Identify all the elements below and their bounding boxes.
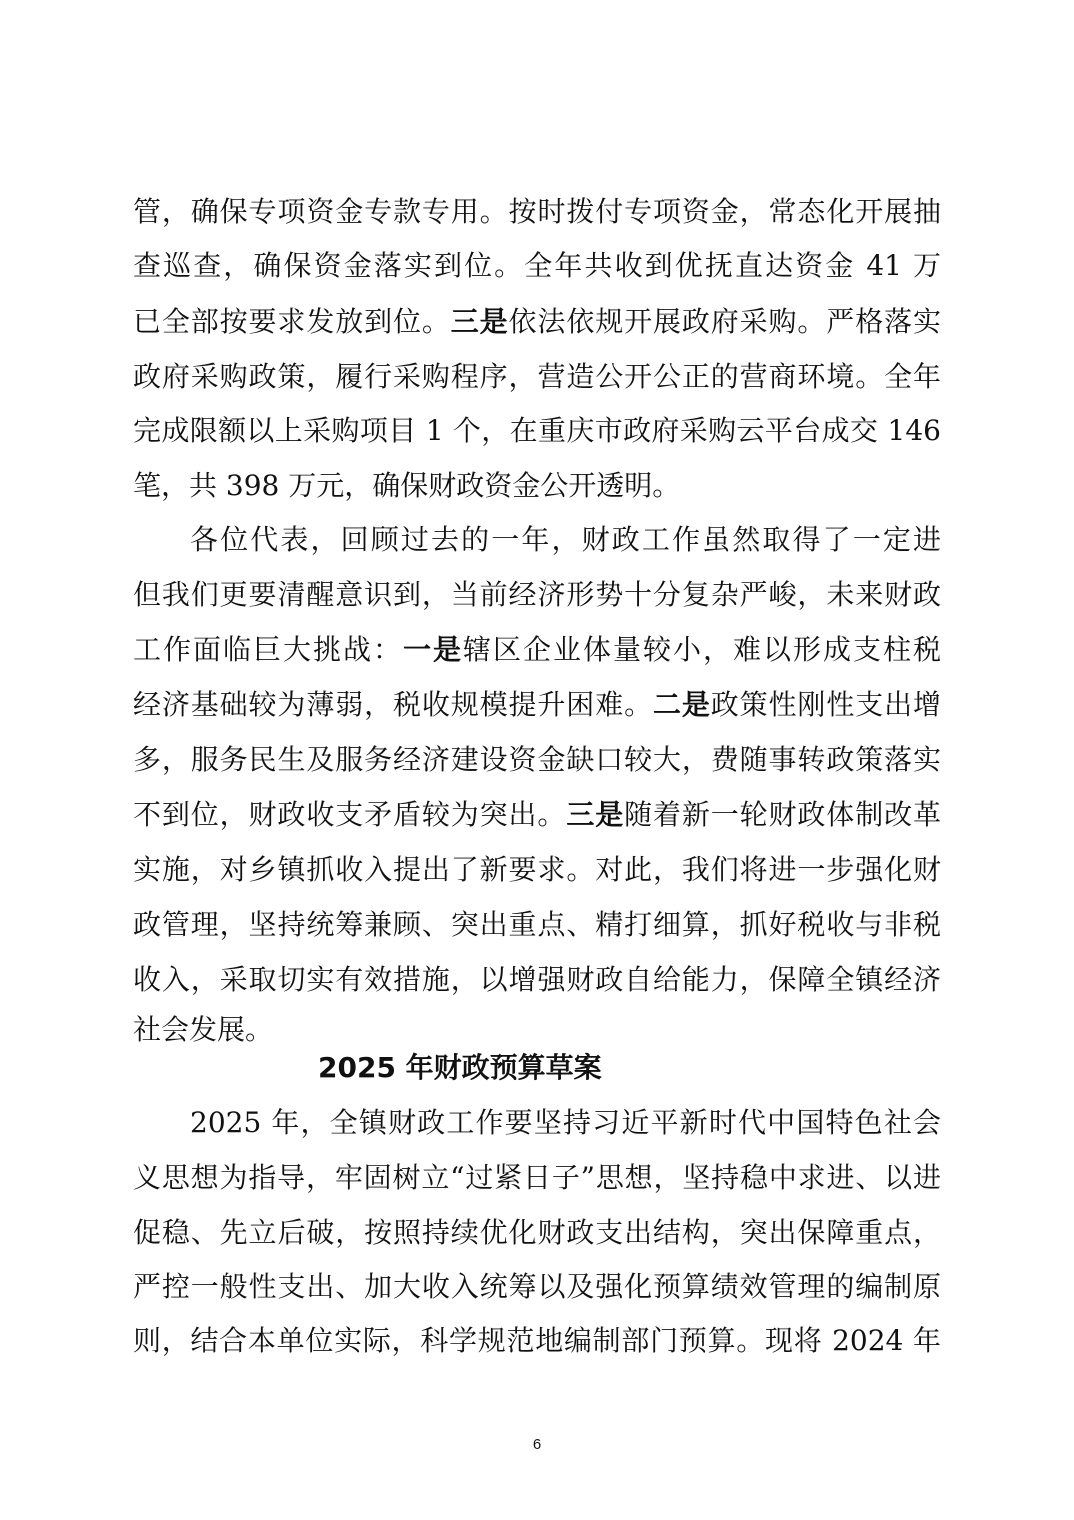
paragraph-1-line: [133, 468, 941, 504]
bold-enumerator: 三是: [450, 305, 509, 338]
text-segment: 政管理，坚持统筹兼顾、突出重点、精打细算，抓好税收与非税: [133, 908, 941, 941]
text-segment: 社会发展。: [133, 1013, 274, 1046]
bold-enumerator: 三是: [566, 798, 625, 831]
paragraph-3-line: [133, 1323, 941, 1359]
text-segment: 实施，对乡镇抓收入提出了新要求。对此，我们将进一步强化财: [133, 853, 941, 886]
page-number: 6: [532, 1436, 542, 1453]
text-segment: 政策性刚性支出增: [710, 688, 941, 721]
paragraph-1-line: [133, 194, 941, 230]
text-segment: 完成限额以上采购项目 1 个，在重庆市政府采购云平台成交 146: [133, 414, 941, 447]
paragraph-2-line: [133, 632, 941, 668]
bold-enumerator: 二是: [652, 688, 711, 721]
paragraph-1-line: [133, 359, 941, 395]
paragraph-2-line: [133, 1012, 941, 1048]
bold-enumerator: 一是: [403, 633, 463, 666]
text-segment: 不到位，财政收支矛盾较为突出。: [133, 798, 567, 831]
text-segment: 各位代表，回顾过去的一年，财政工作虽然取得了一定进: [190, 523, 941, 556]
paragraph-2-line: [133, 962, 941, 998]
text-segment: 政府采购政策，履行采购程序，营造公开公正的营商环境。全年: [133, 360, 941, 393]
paragraph-2-line: [133, 577, 941, 613]
paragraph-1-line: [133, 304, 941, 340]
paragraph-2-line: [133, 687, 941, 723]
text-segment: 经济基础较为薄弱，税收规模提升困难。: [133, 688, 653, 721]
text-segment: 2025 年，全镇财政工作要坚持习近平新时代中国特色社会: [190, 1106, 941, 1139]
paragraph-2-line: [133, 742, 941, 778]
text-segment: 严控一般性支出、加大收入统筹以及强化预算绩效管理的编制原: [133, 1270, 941, 1303]
paragraph-3-line: [133, 1160, 941, 1196]
text-segment: 笔，共 398 万元，确保财政资金公开透明。: [133, 469, 681, 502]
text-segment: 收入，采取切实有效措施，以增强财政自给能力，保障全镇经济: [133, 963, 941, 996]
text-segment: 查巡查，确保资金落实到位。全年共收到优抚直达资金 41 万: [133, 249, 941, 282]
text-segment: 已全部按要求发放到位。: [133, 305, 451, 338]
section-heading: 2025 年财政预算草案: [318, 1051, 602, 1084]
paragraph-2-line: [133, 852, 941, 888]
paragraph-2-line: [190, 522, 941, 558]
text-segment: 工作面临巨大挑战：: [133, 633, 403, 666]
paragraph-1-line: [133, 248, 941, 284]
paragraph-2-line: [133, 907, 941, 943]
text-segment: 依法依规开展政府采购。严格落实: [508, 305, 941, 338]
text-segment: 辖区企业体量较小，难以形成支柱税: [463, 633, 941, 666]
text-segment: 管，确保专项资金专款专用。按时拨付专项资金，常态化开展抽: [133, 195, 941, 228]
text-segment: 随着新一轮财政体制改革: [624, 798, 941, 831]
paragraph-3-line: [190, 1105, 941, 1141]
text-segment: 多，服务民生及服务经济建设资金缺口较大，费随事转政策落实: [133, 743, 941, 776]
text-segment: 促稳、先立后破，按照持续优化财政支出结构，突出保障重点，: [133, 1216, 941, 1249]
paragraph-3-line: [133, 1269, 941, 1305]
text-segment: 则，结合本单位实际，科学规范地编制部门预算。现将 2024 年: [133, 1324, 941, 1357]
text-segment: 义思想为指导，牢固树立“过紧日子”思想，坚持稳中求进、以进: [133, 1161, 941, 1194]
paragraph-1-line: [133, 413, 941, 449]
text-segment: 但我们更要清醒意识到，当前经济形势十分复杂严峻，未来财政: [133, 578, 941, 611]
paragraph-3-line: [133, 1215, 941, 1251]
paragraph-2-line: [133, 797, 941, 833]
